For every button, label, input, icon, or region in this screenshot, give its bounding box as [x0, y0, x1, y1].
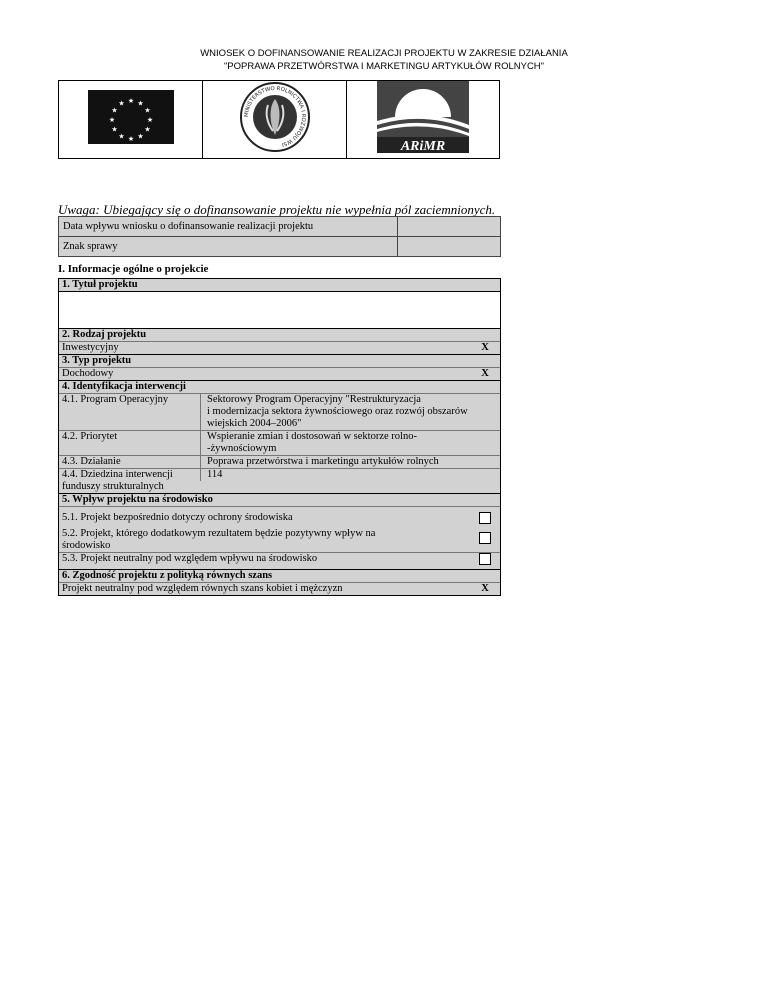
program-row	[59, 393, 500, 430]
arimr-logo-icon	[377, 81, 469, 153]
header-line-2: "POPRAWA PRZETWÓRSTWA I MARKETINGU ARTYKUŁÓW ROLNYCH"	[223, 61, 545, 72]
program-value-line-2: i modernizacja sektora żywnościowego oraz rozwój obszarów	[207, 406, 468, 417]
note-text: Uwaga: Ubiegający się o dofinansowanie projektu nie wypełnia pól zaciemnionych.	[58, 202, 496, 217]
svg-text:★: ★	[110, 125, 118, 134]
env-option-2-line-1: 5.2. Projekt, którego dodatkowym rezultatem będzie pozytywny wpływ na	[62, 528, 376, 539]
env-option-2-line-2: środowisko	[62, 540, 111, 551]
svg-text:★: ★	[146, 116, 153, 124]
svg-text:★: ★	[127, 97, 134, 105]
action-row	[59, 455, 500, 468]
section-title: I. Informacje ogólne o projekcie	[58, 263, 209, 275]
env-option-1-row	[59, 506, 500, 528]
priority-value	[200, 431, 500, 455]
arimr-text: ARiMR	[400, 139, 446, 153]
case-number-field	[398, 237, 501, 257]
program-value-line-1: Sektorowy Program Operacyjny "Restrukturyzacja	[207, 394, 421, 405]
domain-label-line-2: funduszy strukturalnych	[62, 481, 164, 492]
eu-flag-icon	[88, 90, 174, 144]
document-header	[0, 47, 768, 73]
project-kind-mark: X	[481, 342, 489, 353]
env-option-2-checkbox[interactable]	[479, 532, 491, 544]
receipt-date-field	[398, 217, 501, 237]
receipt-date-label: Data wpływu wniosku o dofinansowanie realizacji projektu	[59, 217, 398, 237]
project-title-field[interactable]	[59, 291, 500, 329]
arimr-logo-cell	[347, 81, 500, 159]
domain-label	[59, 469, 200, 493]
env-option-2-label	[59, 528, 470, 552]
env-option-3-row	[59, 552, 500, 569]
project-title-label: 1. Tytuł projektu	[59, 279, 500, 291]
ministry-logo-cell	[203, 81, 347, 159]
svg-text:★: ★	[110, 106, 118, 115]
project-type-label: 3. Typ projektu	[59, 354, 500, 367]
env-option-3-label: 5.3. Projekt neutralny pod względem wpływu na środowisko	[62, 553, 318, 564]
environment-label: 5. Wpływ projektu na środowisko	[59, 493, 500, 506]
case-number-label: Znak sprawy	[59, 237, 398, 257]
svg-text:★: ★	[117, 132, 125, 141]
project-type-mark: X	[481, 368, 489, 379]
domain-label-line-1: 4.4. Dziedzina interwencji	[62, 469, 173, 480]
env-option-1-checkbox[interactable]	[479, 512, 491, 524]
action-value: Poprawa przetwórstwa i marketingu artykułów rolnych	[200, 456, 500, 468]
action-label: 4.3. Działanie	[62, 456, 121, 467]
priority-label: 4.2. Priorytet	[62, 431, 118, 442]
domain-value: 114	[200, 469, 500, 481]
project-info-table	[58, 278, 501, 596]
eu-flag-cell	[59, 81, 203, 159]
program-value-line-3: wiejskich 2004–2006"	[207, 418, 302, 429]
project-kind-value: Inwestycyjny	[62, 342, 119, 353]
svg-text:★: ★	[108, 116, 115, 124]
ministry-ring-text: MINISTERSTWO ROLNICTWA I ROZWOJU WSI	[243, 85, 306, 148]
svg-text:★: ★	[127, 135, 134, 143]
intervention-label: 4. Identyfikacja interwencji	[59, 380, 500, 393]
project-kind-label: 2. Rodzaj projektu	[59, 329, 500, 341]
office-use-table	[58, 216, 501, 257]
env-option-2-row	[59, 528, 500, 552]
project-type-value: Dochodowy	[62, 368, 114, 379]
svg-text:★: ★	[136, 99, 144, 108]
header-line-1: WNIOSEK O DOFINANSOWANIE REALIZACJI PROJEKTU W ZAKRESIE DZIAŁANIA	[200, 48, 568, 59]
equal-opportunities-mark: X	[481, 583, 489, 594]
program-value	[200, 394, 500, 430]
svg-text:★: ★	[117, 99, 125, 108]
equal-opportunities-value: Projekt neutralny pod względem równych szans kobiet i mężczyzn	[62, 583, 343, 594]
logo-strip	[58, 80, 500, 159]
equal-opportunities-label: 6. Zgodność projektu z polityką równych szans	[59, 569, 500, 582]
env-option-1-label: 5.1. Projekt bezpośrednio dotyczy ochrony środowiska	[62, 512, 293, 523]
env-option-3-checkbox[interactable]	[479, 553, 491, 565]
priority-value-line-1: Wspieranie zmian i dostosowań w sektorze rolno-	[207, 431, 417, 442]
svg-text:★: ★	[136, 132, 144, 141]
program-label: 4.1. Program Operacyjny	[62, 394, 169, 405]
svg-text:★: ★	[143, 125, 151, 134]
svg-text:★: ★	[143, 106, 151, 115]
ministry-seal-icon	[239, 81, 311, 153]
priority-row	[59, 430, 500, 455]
priority-value-line-2: -żywnościowym	[207, 443, 277, 454]
domain-row	[59, 468, 500, 493]
